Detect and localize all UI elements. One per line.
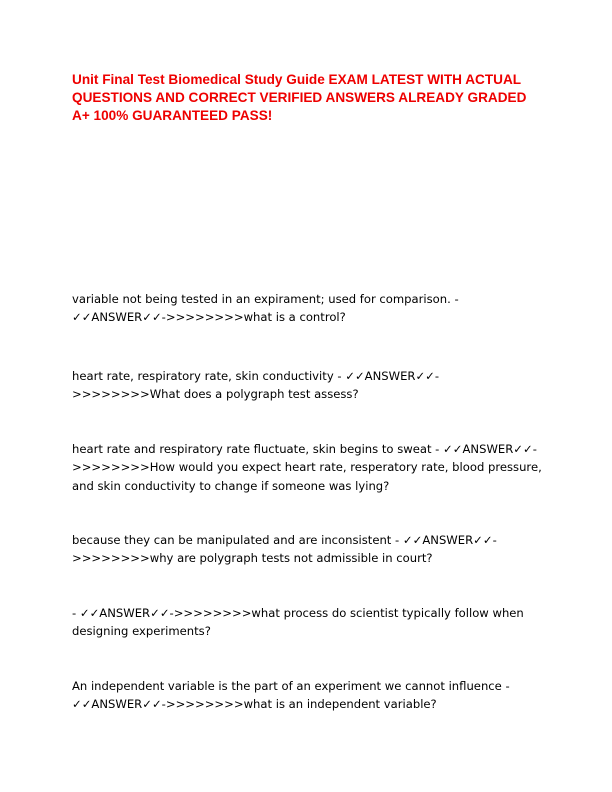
qa-entry-polygraph-court: because they can be manipulated and are inconsistent - ✓✓ANSWER✓✓->>>>>>>>why are polygraph tests not admissible in court? [72,533,497,566]
qa-entry-lying-changes: heart rate and respiratory rate fluctuate, skin begins to sweat - ✓✓ANSWER✓✓->>>>>>>>How would you expect heart rate, resperatory rate, blood pressure, and skin conductivity to change if someone was lying? [72,442,542,493]
qa-entry-control: variable not being tested in an expirament; used for comparison. - ✓✓ANSWER✓✓->>>>>>>>what is a control? [72,292,459,325]
qa-entry-polygraph-assess: heart rate, respiratory rate, skin conductivity - ✓✓ANSWER✓✓->>>>>>>>What does a polygraph test assess? [72,369,440,402]
qa-entry-scientific-process: - ✓✓ANSWER✓✓->>>>>>>>what process do scientist typically follow when designing experiments? [72,606,524,639]
document-title: Unit Final Test Biomedical Study Guide EXAM LATEST WITH ACTUAL QUESTIONS AND CORRECT VERIFIED ANSWERS ALREADY GRADED A+ 100% GUARANTEED PASS! [72,72,527,124]
qa-entry-independent-variable: An independent variable is the part of an experiment we cannot influence - ✓✓ANSWER✓✓->>>>>>>>what is an independent variable? [72,679,510,712]
